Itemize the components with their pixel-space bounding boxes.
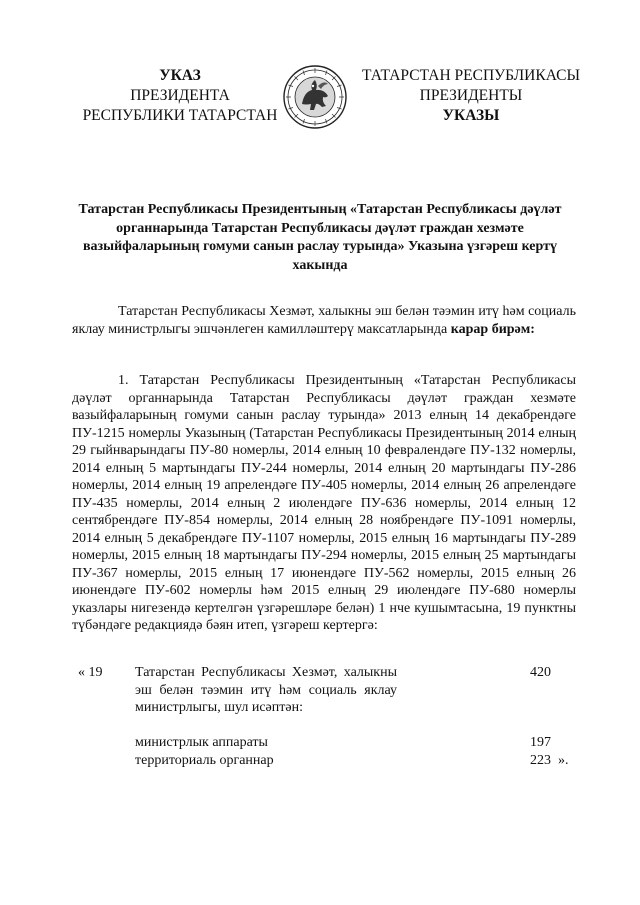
header-right-line3: УКАЗЫ: [442, 107, 500, 124]
row-description: территориаль органнар: [135, 752, 274, 768]
header-left-line1: УКАЗ: [159, 67, 201, 84]
table-row: [78, 752, 588, 770]
document-header: [0, 64, 640, 144]
decree-word: карар бирәм:: [450, 321, 535, 337]
row-value: 197: [530, 735, 551, 750]
table-row: [78, 734, 588, 752]
preamble-paragraph: [72, 303, 576, 338]
header-right-line2: ПРЕЗИДЕНТЫ: [419, 87, 523, 104]
row-description: министрлык аппараты: [135, 735, 268, 750]
row-number: « 19: [78, 665, 103, 680]
header-left-line2: ПРЕЗИДЕНТА: [130, 87, 230, 104]
row-value: 420: [530, 665, 551, 680]
row-description: Татарстан Республикасы Хезмәт, халыкны эш белән тәэмин итү һәм социаль яклау министрлыгы, шул исәптән:: [135, 665, 397, 715]
header-right-line1: ТАТАРСТАН РЕСПУБЛИКАСЫ: [362, 67, 580, 84]
staff-table: [78, 664, 588, 769]
header-left-line3: РЕСПУБЛИКИ ТАТАРСТАН: [82, 107, 278, 124]
row-closing-quote: ».: [558, 752, 569, 768]
decree-title: Татарстан Республикасы Президентының «Татарстан Республикасы дәүләт органнарында Татарстан Республикасы дәүләт граждан хезмәте вазыйфаларының гомуми санын раслау турында» Указына үзгәреш кертү хакында: [78, 202, 562, 273]
row-value: 223: [530, 752, 551, 768]
header-left-block: [70, 66, 290, 126]
item-1-paragraph: 1. Татарстан Республикасы Президентының «Татарстан Республикасы дәүләт органнарында Татарстан Республикасы дәүләт граждан хезмәте вазыйфаларының гомуми санын раслау турында» 2013 елның 14 декабрендәге ПУ-1215 номерлы Указының (Татарстан Республикасы Президентының 2014 елның 29 гыйнварындагы ПУ-80 номерлы, 2014 елның 10 февралендәге ПУ-132 номерлы, 2014 елның 5 мартындагы ПУ-244 номерлы, 2014 елның 20 мартындагы ПУ-286 номерлы, 2014 елның 19 апрелендәге ПУ-405 номерлы, 2014 елның 26 апрелендәге ПУ-435 номерлы, 2014 елның 2 июлендәге ПУ-636 номерлы, 2014 елның 12 сентябрендәге ПУ-854 номерлы, 2014 елның 28 ноябрендәге ПУ-1091 номерлы, 2014 елның 5 декабрендәге ПУ-1107 номерлы, 2015 елның 16 мартындагы ПУ-289 номерлы, 2015 елның 18 мартындагы ПУ-294 номерлы, 2015 елның 25 мартындагы ПУ-367 номерлы, 2015 елның 17 июнендәге ПУ-562 номерлы, 2015 елның 26 июнендәге ПУ-602 номерлы һәм 2015 елның 29 июлендәге ПУ-680 номерлы указлары нигезендә кертелгән үзгәрешләре белән) 1 нче кушымтасына, 19 пунктны түбәндәге редакциядә бәян итеп, үзгәреш кертергә:: [72, 373, 576, 633]
coat-of-arms-icon: [282, 64, 348, 130]
header-right-block: [346, 66, 596, 126]
table-row: [78, 664, 588, 717]
preamble-text: Татарстан Республикасы Хезмәт, халыкны эш белән тәэмин итү һәм социаль яклау министрлыгы эшчәнлеген камилләштерү максатларында: [72, 304, 576, 337]
